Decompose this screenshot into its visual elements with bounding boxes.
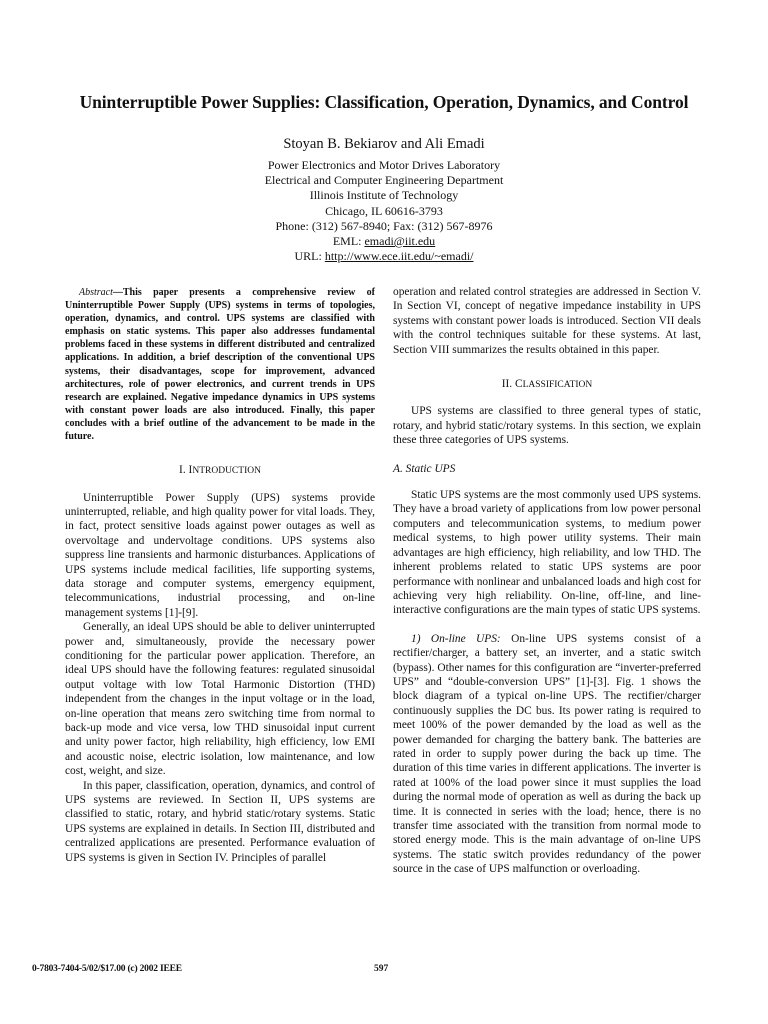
abstract xyxy=(65,286,375,443)
section-1-title: NTRODUCTION xyxy=(192,466,261,477)
abstract-text: This paper presents a comprehensive review of Uninterruptible Power Supply (UPS) systems in terms of topologies, operation, dynamics, and control. UPS systems are classified with emphasis on static systems. This paper also addresses fundamental problems faced in these systems in different distributed and centralized applications. In addition, a brief description of the conventional UPS systems, their disadvantages, scope for improvement, advanced architectures, role of power electronics, and current trends in UPS research are explained. Negative impedance dynamics in UPS systems with constant power loads are also introduced. Finally, this paper concludes with a brief outline of the advancement to be made in the future. xyxy=(65,287,375,443)
intro-paragraph-3: In this paper, classification, operation, dynamics, and control of UPS systems are reviewed. In Section II, UPS systems are classified to static, rotary, and hybrid static/rotary systems. Static UPS systems are explained in details. In Section III, distributed and centralized applications are presented. Performance evaluation of UPS systems is given in Section IV. Principles of parallel xyxy=(65,779,375,864)
url-label: URL: xyxy=(294,249,325,264)
section-heading-classification xyxy=(393,377,701,392)
online-ups-text: On-line UPS systems consist of a rectifier/charger, a battery set, an inverter, and a static switch (bypass). Other names for this configuration are “inverter-preferred UPS” and “double-conversion UPS” [1]-[3]. Fig. 1 shows the block diagram of a typical on-line UPS. The rectifier/charger continuously supplies the DC bus. Its power rating is required to meet 100% of the power demanded by the load as well as the power demanded for charging the battery bank. The batteries are rated in order to supply power during the back up time. The duration of this time varies in different applications. The inverter is rated at 100% of the load power since it must supplies the load during the normal mode of operation as well as during the back up time. It is connected in series with the load; hence, there is no transfer time associated with the transition from normal mode to stored energy mode. This is the main advantage of on-line UPS systems. The static switch provides redundancy of the power source in the case of UPS malfunction or overloading. xyxy=(393,632,701,876)
paper-title: Uninterruptible Power Supplies: Classification, Operation, Dynamics, and Control xyxy=(79,92,689,112)
left-column xyxy=(65,286,375,865)
classification-paragraph-1: UPS systems are classified to three general types of static, rotary, and hybrid static/rotary systems. In this section, we explain these three categories of UPS systems. xyxy=(393,405,701,447)
affiliation xyxy=(0,158,768,264)
intro-paragraph-3-continued: operation and related control strategies are addressed in Section V. In Section VI, concept of negative impedance instability in UPS systems with constant power loads is introduced. Section VII deals with the control techniques suitable for these systems. At last, Section VIII summarizes the results obtained in this paper. xyxy=(393,286,701,356)
section-2-title: LASSIFICATION xyxy=(522,380,593,391)
affiliation-city: Chicago, IL 60616-3793 xyxy=(325,203,443,218)
right-column xyxy=(393,285,701,877)
intro-paragraph-2: Generally, an ideal UPS should be able to deliver uninterrupted power and, simultaneously, provide the necessary power conditioning for the particular power application. Therefore, an ideal UPS should have the following features: regulated sinusoidal output voltage with low Total Harmonic Distortion (THD) independent from the changes in the input voltage or in the load, on-line operation that means zero switching time from normal to back-up mode and vice versa, low THD sinusoidal input current and unity power factor, high reliability, high efficiency, low EMI and acoustic noise, electric isolation, low maintenance, and low cost, weight, and size. xyxy=(65,621,375,778)
email-link[interactable]: emadi@iit.edu xyxy=(364,234,436,249)
affiliation-institute: Illinois Institute of Technology xyxy=(309,188,459,203)
static-ups-paragraph: Static UPS systems are the most commonly used UPS systems. They have a broad variety of applications from low power personal computers and telecommunication systems, to medium power medical systems, to high power utility systems. Their main advantages are high efficiency, high reliability, and low THD. The inherent problems related to static UPS systems are poor performance with nonlinear and unbalanced loads and high cost for achieving very high reliability. On-line, off-line, and line-interactive configurations are the main types of static UPS systems. xyxy=(393,489,701,617)
affiliation-email-line xyxy=(0,234,768,249)
abstract-label: Abstract xyxy=(79,287,113,298)
page-number: 597 xyxy=(374,964,389,974)
email-label: EML: xyxy=(332,234,365,249)
subsection-heading-static-ups: A. Static UPS xyxy=(393,462,456,475)
authors: Stoyan B. Bekiarov and Ali Emadi xyxy=(283,136,485,152)
footer-copyright: 0-7803-7404-5/02/$17.00 (c) 2002 IEEE xyxy=(32,964,182,974)
affiliation-url-line xyxy=(0,249,768,264)
online-ups-label: 1) On-line UPS: xyxy=(411,632,501,645)
url-link[interactable]: http://www.ece.iit.edu/~emadi/ xyxy=(324,249,474,264)
section-heading-introduction xyxy=(65,463,375,478)
affiliation-lab: Power Electronics and Motor Drives Laboratory xyxy=(267,158,501,172)
affiliation-phone: Phone: (312) 567-8940; Fax: (312) 567-8976 xyxy=(275,218,493,233)
section-2-number: II. C xyxy=(501,378,523,391)
abstract-dash: — xyxy=(112,287,123,298)
online-ups-paragraph xyxy=(393,632,701,877)
intro-paragraph-1: Uninterruptible Power Supply (UPS) systems provide uninterrupted, reliable, and high quality power for vital loads. They, in fact, protect sensitive loads against power outages as well as overvoltage and undervoltage conditions. UPS systems also suppress line transients and harmonic disturbances. Applications of UPS systems include medical facilities, life supporting systems, data storage and computer systems, emergency equipment, telecommunications, industrial processing, and on-line management systems [1]-[9]. xyxy=(65,491,375,619)
affiliation-dept: Electrical and Computer Engineering Department xyxy=(264,173,504,188)
section-1-number: I. I xyxy=(179,464,193,477)
